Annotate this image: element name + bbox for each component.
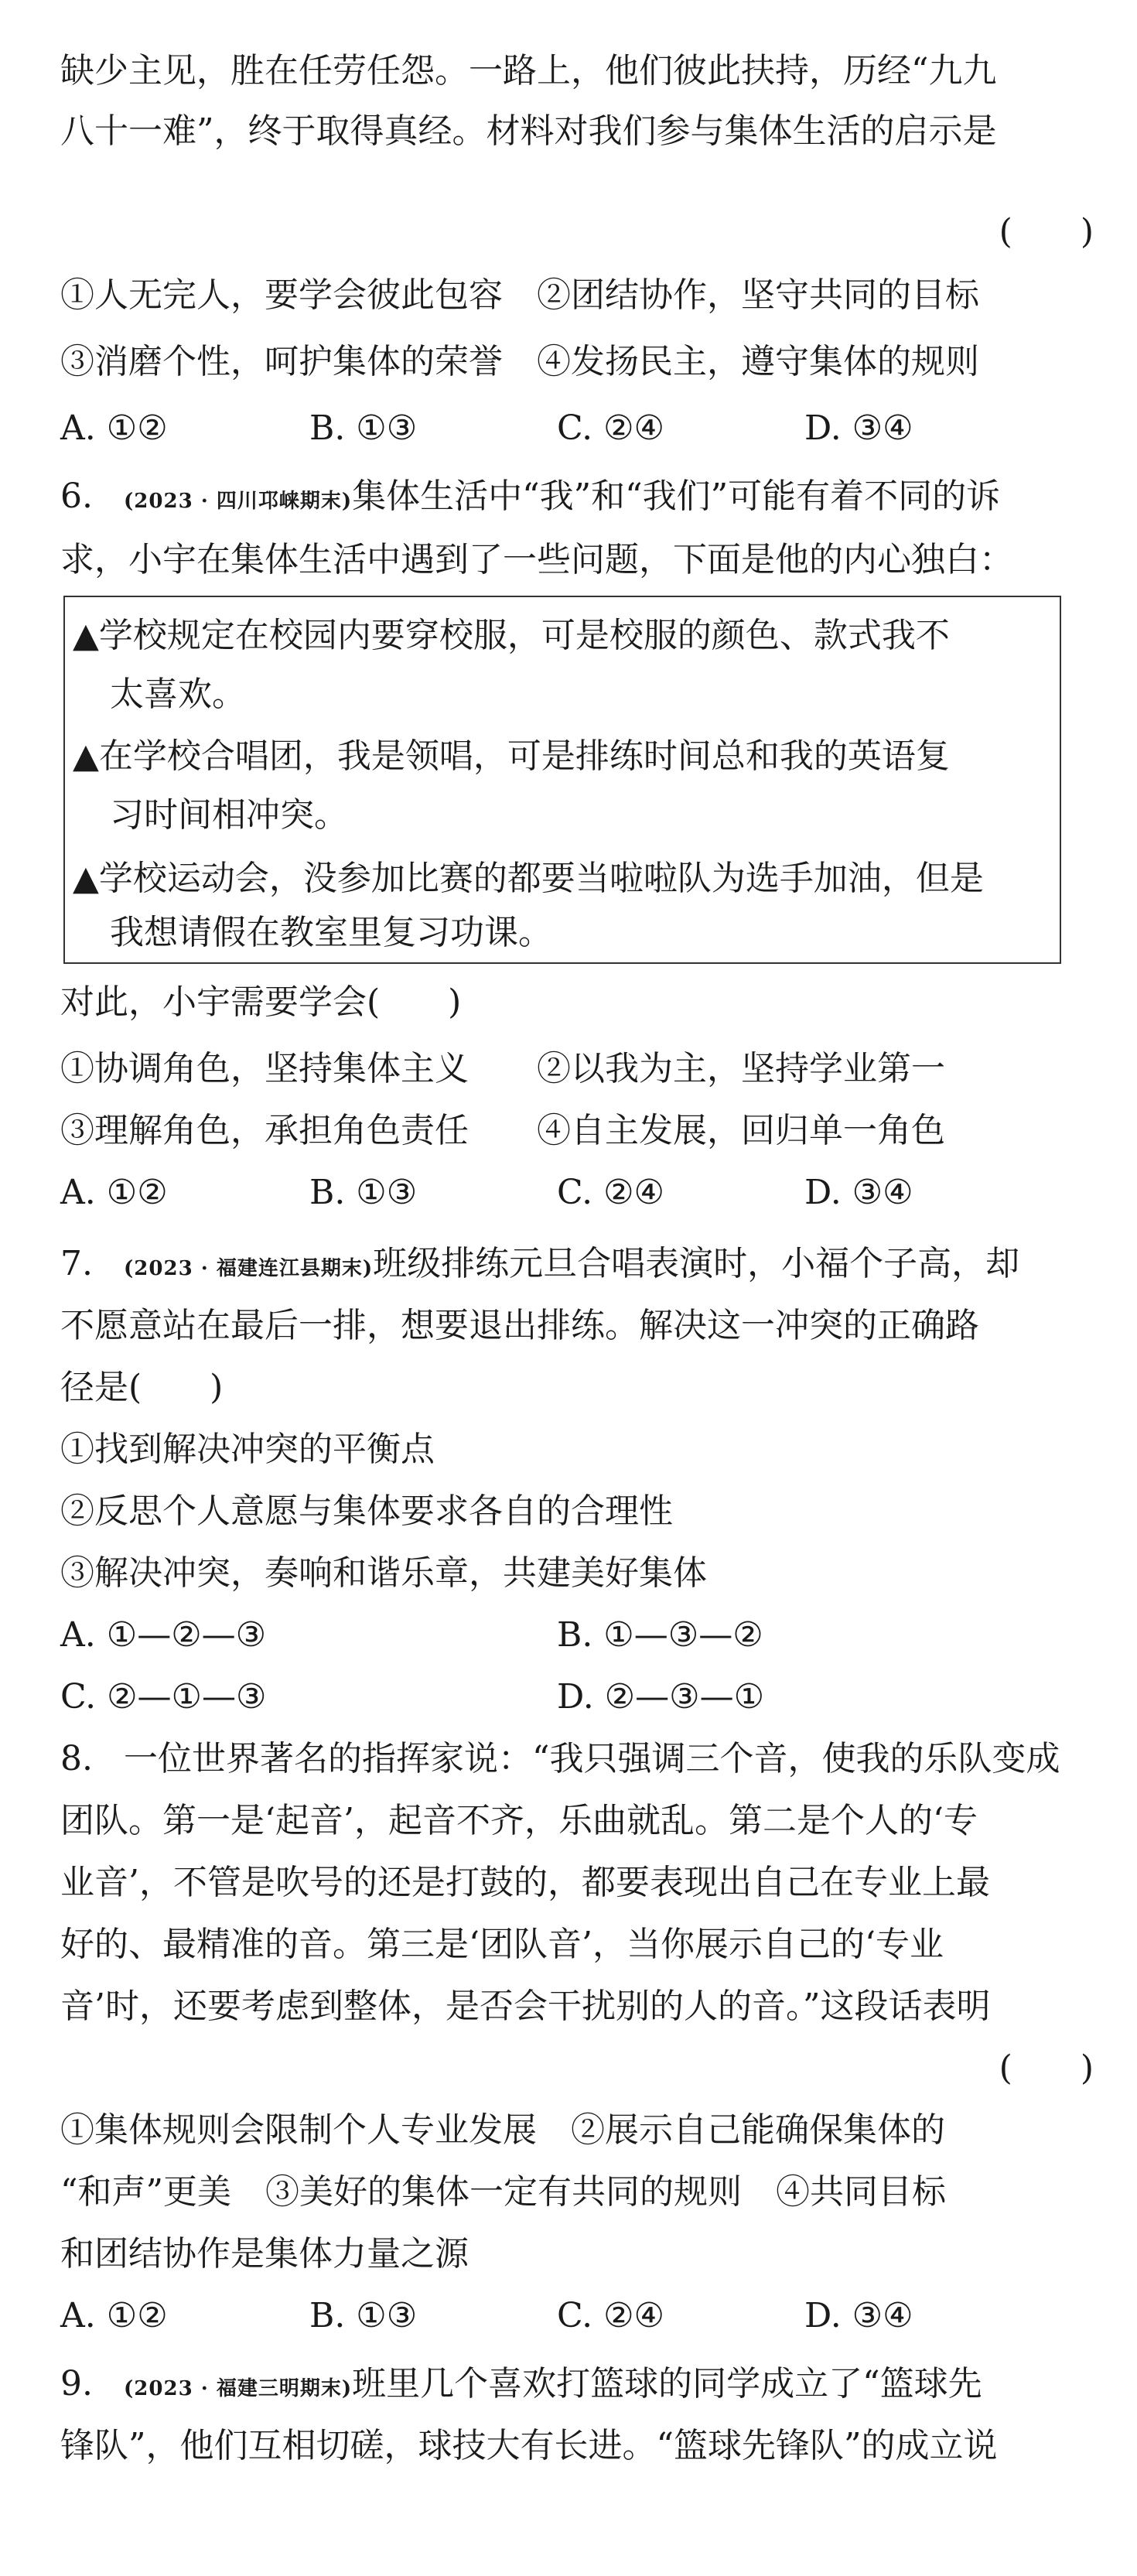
q5-line-2: 八十一难”，终于取得真经。材料对我们参与集体生活的启示是 [60, 111, 997, 151]
q8-line-5: 音’时，还要考虑到整体，是否会干扰别的人的音。”这段话表明 [60, 1987, 991, 2026]
q7-item-3: ③解决冲突，奏响和谐乐章，共建美好集体 [60, 1553, 707, 1593]
q6-option-d[interactable]: D. ③④ [804, 1173, 913, 1212]
q6-choices-row-1: ①协调角色，坚持集体主义 ②以我为主，坚持学业第一 [60, 1049, 945, 1088]
q6-box-item-1a: ▲学校规定在校园内要穿校服，可是校服的颜色、款式我不 [73, 616, 950, 655]
q5-option-c[interactable]: C. ②④ [557, 408, 664, 448]
q6-line-1 [60, 473, 1089, 524]
q7-option-a[interactable]: A. ①—②—③ [60, 1615, 267, 1655]
q6-box-item-3b: 我想请假在教室里复习功课。 [110, 913, 552, 952]
q7-number: 7. [60, 1244, 93, 1283]
q6-box-item-1b: 太喜欢。 [110, 675, 246, 714]
q6-stem-1: 集体生活中“我”和“我们”可能有着不同的诉 [352, 477, 1001, 516]
q5-answer-paren: ( ) [999, 212, 1094, 251]
q6-box-item-3a: ▲学校运动会，没参加比赛的都要当啦啦队为选手加油，但是 [73, 859, 984, 898]
q8-stem-1: 一位世界著名的指挥家说：“我只强调三个音，使我的乐队变成 [124, 1739, 1060, 1778]
q7-option-b[interactable]: B. ①—③—② [557, 1615, 763, 1655]
q9-number: 9. [60, 2364, 93, 2403]
q7-line-1 [60, 1241, 1089, 1292]
q6-source-tag: (2023 · 四川邛崃期末) [124, 490, 353, 513]
q7-item-1: ①找到解决冲突的平衡点 [60, 1430, 435, 1469]
q6-box-item-2a: ▲在学校合唱团，我是领唱，可是排练时间总和我的英语复 [73, 736, 950, 776]
q8-option-c[interactable]: C. ②④ [557, 2296, 664, 2335]
q6-stem: 对此，小宇需要学会( ) [60, 982, 462, 1022]
q6-choices-row-2: ③理解角色，承担角色责任 ④自主发展，回归单一角色 [60, 1111, 945, 1150]
q7-line-2: 不愿意站在最后一排，想要退出排练。解决这一冲突的正确路 [60, 1306, 979, 1345]
q9-stem-1: 班里几个喜欢打篮球的同学成立了“篮球先 [352, 2364, 982, 2403]
q7-option-d[interactable]: D. ②—③—① [557, 1677, 765, 1717]
q9-line-2: 锋队”，他们互相切磋，球技大有长进。“篮球先锋队”的成立说 [60, 2426, 998, 2465]
q5-line-1: 缺少主见，胜在任劳任怨。一路上，他们彼此扶持，历经“九九 [60, 51, 997, 91]
q8-number: 8. [60, 1739, 93, 1778]
q8-line-1 [60, 1736, 1089, 1782]
q6-number: 6. [60, 477, 93, 516]
q9-line-1 [60, 2361, 1089, 2412]
q7-item-2: ②反思个人意愿与集体要求各自的合理性 [60, 1491, 673, 1531]
q6-line-2: 求，小宇在集体生活中遇到了一些问题，下面是他的内心独白： [60, 540, 1013, 579]
q6-monologue-box [63, 596, 1061, 964]
q5-choices-row-2: ③消磨个性，呵护集体的荣誉 ④发扬民主，遵守集体的规则 [60, 342, 979, 381]
q8-option-d[interactable]: D. ③④ [804, 2296, 913, 2335]
q7-stem-1: 班级排练元旦合唱表演时，小福个子高，却 [373, 1244, 1020, 1283]
q6-option-b[interactable]: B. ①③ [309, 1173, 418, 1212]
q5-option-d[interactable]: D. ③④ [804, 408, 913, 448]
q8-choices-row-3: 和团结协作是集体力量之源 [60, 2234, 469, 2274]
q8-answer-paren: ( ) [999, 2048, 1094, 2088]
q9-source-tag: (2023 · 福建三明期末) [124, 2377, 353, 2400]
q5-option-a[interactable]: A. ①② [60, 408, 168, 448]
q8-choices-row-1: ①集体规则会限制个人专业发展 ②展示自己能确保集体的 [60, 2110, 945, 2150]
q5-option-b[interactable]: B. ①③ [309, 408, 418, 448]
q8-option-a[interactable]: A. ①② [60, 2296, 168, 2335]
q5-choices-row-1: ①人无完人，要学会彼此包容 ②团结协作，坚守共同的目标 [60, 275, 979, 315]
q6-option-a[interactable]: A. ①② [60, 1173, 168, 1212]
q6-option-c[interactable]: C. ②④ [557, 1173, 664, 1212]
q8-option-b[interactable]: B. ①③ [309, 2296, 418, 2335]
q6-box-item-2b: 习时间相冲突。 [110, 795, 348, 835]
q8-line-3: 业音’，不管是吹号的还是打鼓的，都要表现出自己在专业上最 [60, 1863, 990, 1902]
q8-choices-row-2: “和声”更美 ③美好的集体一定有共同的规则 ④共同目标 [60, 2172, 946, 2212]
q7-source-tag: (2023 · 福建连江县期末) [124, 1257, 374, 1280]
q7-line-3: 径是( ) [60, 1368, 224, 1407]
q8-line-4: 好的、最精准的音。第三是‘团队音’，当你展示自己的‘专业 [60, 1925, 944, 1964]
q7-option-c[interactable]: C. ②—①—③ [60, 1677, 267, 1717]
q8-line-2: 团队。第一是‘起音’，起音不齐，乐曲就乱。第二是个人的‘专 [60, 1801, 978, 1840]
